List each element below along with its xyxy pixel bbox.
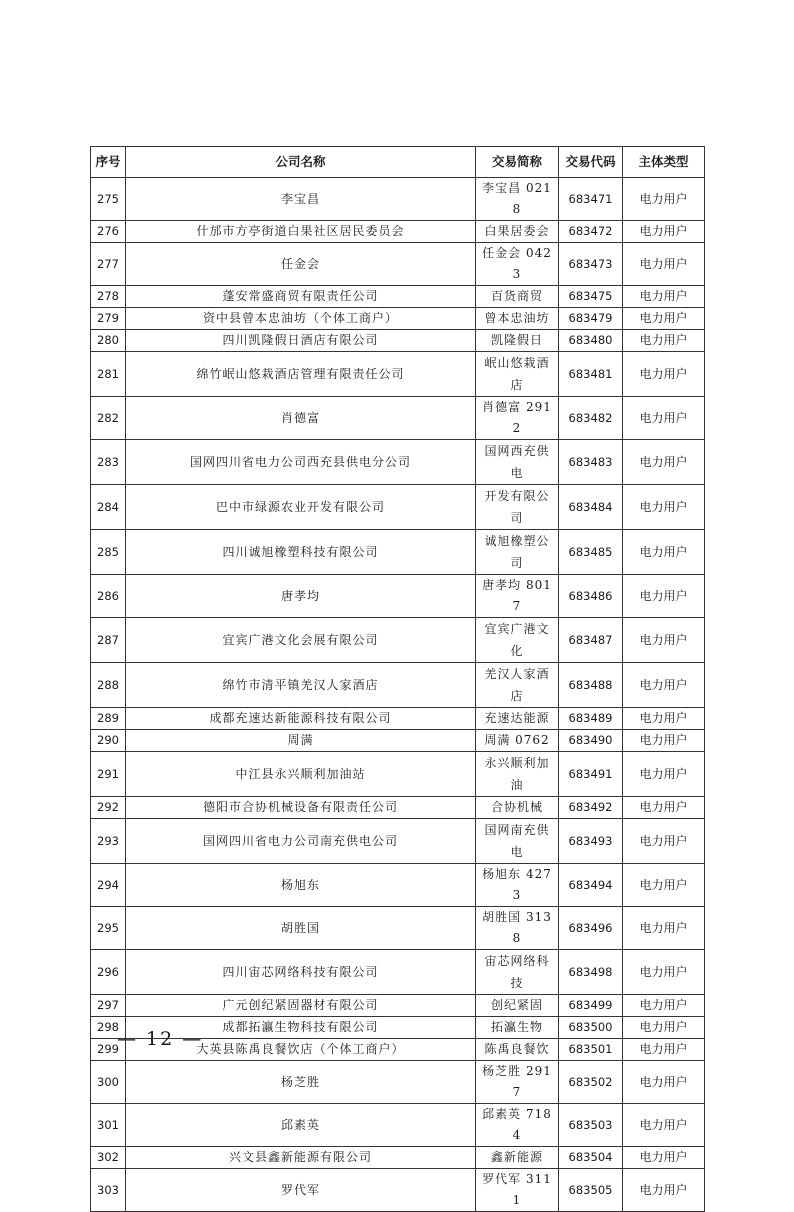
table-row — [91, 663, 705, 708]
trade-code: 683493 — [559, 819, 623, 864]
company-name: 四川诚旭橡塑科技有限公司 — [126, 530, 476, 575]
trade-code: 683486 — [559, 575, 623, 618]
entity-type: 电力用户 — [623, 1039, 705, 1061]
company-name: 宜宾广港文化会展有限公司 — [126, 618, 476, 663]
trade-code: 683471 — [559, 178, 623, 221]
table-row — [91, 708, 705, 730]
trade-short-name: 陈禹良餐饮 — [476, 1039, 559, 1061]
table-row — [91, 995, 705, 1017]
entity-type: 电力用户 — [623, 286, 705, 308]
trade-short-name: 凯隆假日 — [476, 330, 559, 352]
table-row — [91, 950, 705, 995]
row-number: 296 — [91, 950, 126, 995]
trade-short-name: 宙芯网络科技 — [476, 950, 559, 995]
trade-short-name: 杨旭东 4273 — [476, 864, 559, 907]
trade-short-name: 鑫新能源 — [476, 1147, 559, 1169]
trade-short-name: 岷山悠栽酒店 — [476, 352, 559, 397]
company-name: 胡胜国 — [126, 907, 476, 950]
trade-code: 683490 — [559, 730, 623, 752]
header-trade-code: 交易代码 — [559, 147, 623, 178]
table-row — [91, 243, 705, 286]
company-name: 罗代军 — [126, 1169, 476, 1212]
table-row — [91, 308, 705, 330]
company-name: 绵竹岷山悠栽酒店管理有限责任公司 — [126, 352, 476, 397]
entity-type: 电力用户 — [623, 663, 705, 708]
company-name: 肖德富 — [126, 397, 476, 440]
trade-code: 683501 — [559, 1039, 623, 1061]
trade-code: 683481 — [559, 352, 623, 397]
trade-code: 683489 — [559, 708, 623, 730]
table-row — [91, 286, 705, 308]
trade-short-name: 李宝昌 0218 — [476, 178, 559, 221]
table-header-row — [91, 147, 705, 178]
trade-short-name: 诚旭橡塑公司 — [476, 530, 559, 575]
table-row — [91, 330, 705, 352]
row-number: 303 — [91, 1169, 126, 1212]
trade-code: 683491 — [559, 752, 623, 797]
company-name: 德阳市合协机械设备有限责任公司 — [126, 797, 476, 819]
table-row — [91, 440, 705, 485]
entity-type: 电力用户 — [623, 178, 705, 221]
table-row — [91, 752, 705, 797]
company-name: 巴中市绿源农业开发有限公司 — [126, 485, 476, 530]
trade-short-name: 任金会 0423 — [476, 243, 559, 286]
trade-short-name: 肖德富 2912 — [476, 397, 559, 440]
row-number: 276 — [91, 221, 126, 243]
row-number: 297 — [91, 995, 126, 1017]
trade-code: 683484 — [559, 485, 623, 530]
company-name: 任金会 — [126, 243, 476, 286]
entity-type: 电力用户 — [623, 330, 705, 352]
trade-code: 683500 — [559, 1017, 623, 1039]
entity-type: 电力用户 — [623, 819, 705, 864]
company-name: 杨芝胜 — [126, 1061, 476, 1104]
company-name: 周满 — [126, 730, 476, 752]
entity-type: 电力用户 — [623, 1061, 705, 1104]
entity-type: 电力用户 — [623, 308, 705, 330]
company-name: 唐孝均 — [126, 575, 476, 618]
row-number: 287 — [91, 618, 126, 663]
entity-type: 电力用户 — [623, 1147, 705, 1169]
trade-code: 683498 — [559, 950, 623, 995]
trade-code: 683479 — [559, 308, 623, 330]
page-number: — 12 — — [117, 1028, 204, 1050]
table-row — [91, 797, 705, 819]
trade-code: 683473 — [559, 243, 623, 286]
company-name: 绵竹市清平镇羌汉人家酒店 — [126, 663, 476, 708]
row-number: 282 — [91, 397, 126, 440]
company-name: 蓬安常盛商贸有限责任公司 — [126, 286, 476, 308]
trade-short-name: 拓瀛生物 — [476, 1017, 559, 1039]
row-number: 294 — [91, 864, 126, 907]
company-name: 兴文县鑫新能源有限公司 — [126, 1147, 476, 1169]
entity-type: 电力用户 — [623, 618, 705, 663]
header-short-name: 交易简称 — [476, 147, 559, 178]
table-row — [91, 485, 705, 530]
row-number: 286 — [91, 575, 126, 618]
trade-short-name: 唐孝均 8017 — [476, 575, 559, 618]
trade-short-name: 永兴顺利加油 — [476, 752, 559, 797]
row-number: 293 — [91, 819, 126, 864]
row-number: 300 — [91, 1061, 126, 1104]
entity-type: 电力用户 — [623, 530, 705, 575]
row-number: 289 — [91, 708, 126, 730]
row-number: 283 — [91, 440, 126, 485]
entity-type: 电力用户 — [623, 730, 705, 752]
company-name: 国网四川省电力公司南充供电公司 — [126, 819, 476, 864]
company-name: 资中县曾本忠油坊（个体工商户） — [126, 308, 476, 330]
row-number: 302 — [91, 1147, 126, 1169]
entity-type: 电力用户 — [623, 397, 705, 440]
trade-short-name: 周满 0762 — [476, 730, 559, 752]
trade-code: 683483 — [559, 440, 623, 485]
trade-short-name: 罗代军 3111 — [476, 1169, 559, 1212]
table-row — [91, 907, 705, 950]
entity-type: 电力用户 — [623, 708, 705, 730]
trade-code: 683485 — [559, 530, 623, 575]
entity-type: 电力用户 — [623, 221, 705, 243]
table-row — [91, 575, 705, 618]
trade-code: 683503 — [559, 1104, 623, 1147]
trade-short-name: 宜宾广港文化 — [476, 618, 559, 663]
trade-code: 683499 — [559, 995, 623, 1017]
table-row — [91, 221, 705, 243]
trade-code: 683502 — [559, 1061, 623, 1104]
row-number: 299 — [91, 1039, 126, 1061]
trade-code: 683494 — [559, 864, 623, 907]
trade-code: 683492 — [559, 797, 623, 819]
trade-code: 683475 — [559, 286, 623, 308]
table-row — [91, 352, 705, 397]
company-name: 四川凯隆假日酒店有限公司 — [126, 330, 476, 352]
row-number: 298 — [91, 1017, 126, 1039]
company-name: 广元创纪紧固器材有限公司 — [126, 995, 476, 1017]
row-number: 275 — [91, 178, 126, 221]
company-name: 大英县陈禹良餐饮店（个体工商户） — [126, 1039, 476, 1061]
table-row — [91, 1061, 705, 1104]
row-number: 290 — [91, 730, 126, 752]
company-name: 中江县永兴顺利加油站 — [126, 752, 476, 797]
trade-short-name: 开发有限公司 — [476, 485, 559, 530]
trade-short-name: 充速达能源 — [476, 708, 559, 730]
header-no: 序号 — [91, 147, 126, 178]
table-row — [91, 819, 705, 864]
company-list-table — [90, 146, 705, 1212]
trade-short-name: 杨芝胜 2917 — [476, 1061, 559, 1104]
entity-type: 电力用户 — [623, 485, 705, 530]
trade-code: 683472 — [559, 221, 623, 243]
header-company: 公司名称 — [126, 147, 476, 178]
trade-short-name: 合协机械 — [476, 797, 559, 819]
company-name: 成都充速达新能源科技有限公司 — [126, 708, 476, 730]
table-row — [91, 1104, 705, 1147]
table-row — [91, 1169, 705, 1212]
entity-type: 电力用户 — [623, 752, 705, 797]
trade-code: 683480 — [559, 330, 623, 352]
entity-type: 电力用户 — [623, 907, 705, 950]
entity-type: 电力用户 — [623, 995, 705, 1017]
row-number: 279 — [91, 308, 126, 330]
entity-type: 电力用户 — [623, 1017, 705, 1039]
row-number: 301 — [91, 1104, 126, 1147]
table-row — [91, 618, 705, 663]
company-name: 杨旭东 — [126, 864, 476, 907]
trade-short-name: 国网南充供电 — [476, 819, 559, 864]
trade-code: 683482 — [559, 397, 623, 440]
trade-short-name: 邱素英 7184 — [476, 1104, 559, 1147]
trade-code: 683487 — [559, 618, 623, 663]
trade-short-name: 胡胜国 3138 — [476, 907, 559, 950]
trade-code: 683488 — [559, 663, 623, 708]
row-number: 291 — [91, 752, 126, 797]
entity-type: 电力用户 — [623, 243, 705, 286]
header-entity-type: 主体类型 — [623, 147, 705, 178]
entity-type: 电力用户 — [623, 950, 705, 995]
entity-type: 电力用户 — [623, 1104, 705, 1147]
row-number: 277 — [91, 243, 126, 286]
row-number: 295 — [91, 907, 126, 950]
company-name: 什邡市方亭街道白果社区居民委员会 — [126, 221, 476, 243]
entity-type: 电力用户 — [623, 440, 705, 485]
table-body — [91, 178, 705, 1212]
entity-type: 电力用户 — [623, 864, 705, 907]
entity-type: 电力用户 — [623, 575, 705, 618]
trade-short-name: 百货商贸 — [476, 286, 559, 308]
row-number: 292 — [91, 797, 126, 819]
trade-short-name: 国网西充供电 — [476, 440, 559, 485]
company-name: 邱素英 — [126, 1104, 476, 1147]
company-name: 李宝昌 — [126, 178, 476, 221]
row-number: 278 — [91, 286, 126, 308]
row-number: 281 — [91, 352, 126, 397]
entity-type: 电力用户 — [623, 1169, 705, 1212]
entity-type: 电力用户 — [623, 797, 705, 819]
trade-short-name: 羌汉人家酒店 — [476, 663, 559, 708]
row-number: 284 — [91, 485, 126, 530]
table-row — [91, 397, 705, 440]
trade-short-name: 白果居委会 — [476, 221, 559, 243]
row-number: 285 — [91, 530, 126, 575]
trade-short-name: 创纪紧固 — [476, 995, 559, 1017]
row-number: 288 — [91, 663, 126, 708]
row-number: 280 — [91, 330, 126, 352]
trade-code: 683504 — [559, 1147, 623, 1169]
trade-short-name: 曾本忠油坊 — [476, 308, 559, 330]
company-name: 四川宙芯网络科技有限公司 — [126, 950, 476, 995]
trade-code: 683496 — [559, 907, 623, 950]
table-row — [91, 1147, 705, 1169]
company-name: 国网四川省电力公司西充县供电分公司 — [126, 440, 476, 485]
table-row — [91, 730, 705, 752]
trade-code: 683505 — [559, 1169, 623, 1212]
table-row — [91, 178, 705, 221]
table-row — [91, 864, 705, 907]
company-name: 成都拓瀛生物科技有限公司 — [126, 1017, 476, 1039]
entity-type: 电力用户 — [623, 352, 705, 397]
table-row — [91, 530, 705, 575]
